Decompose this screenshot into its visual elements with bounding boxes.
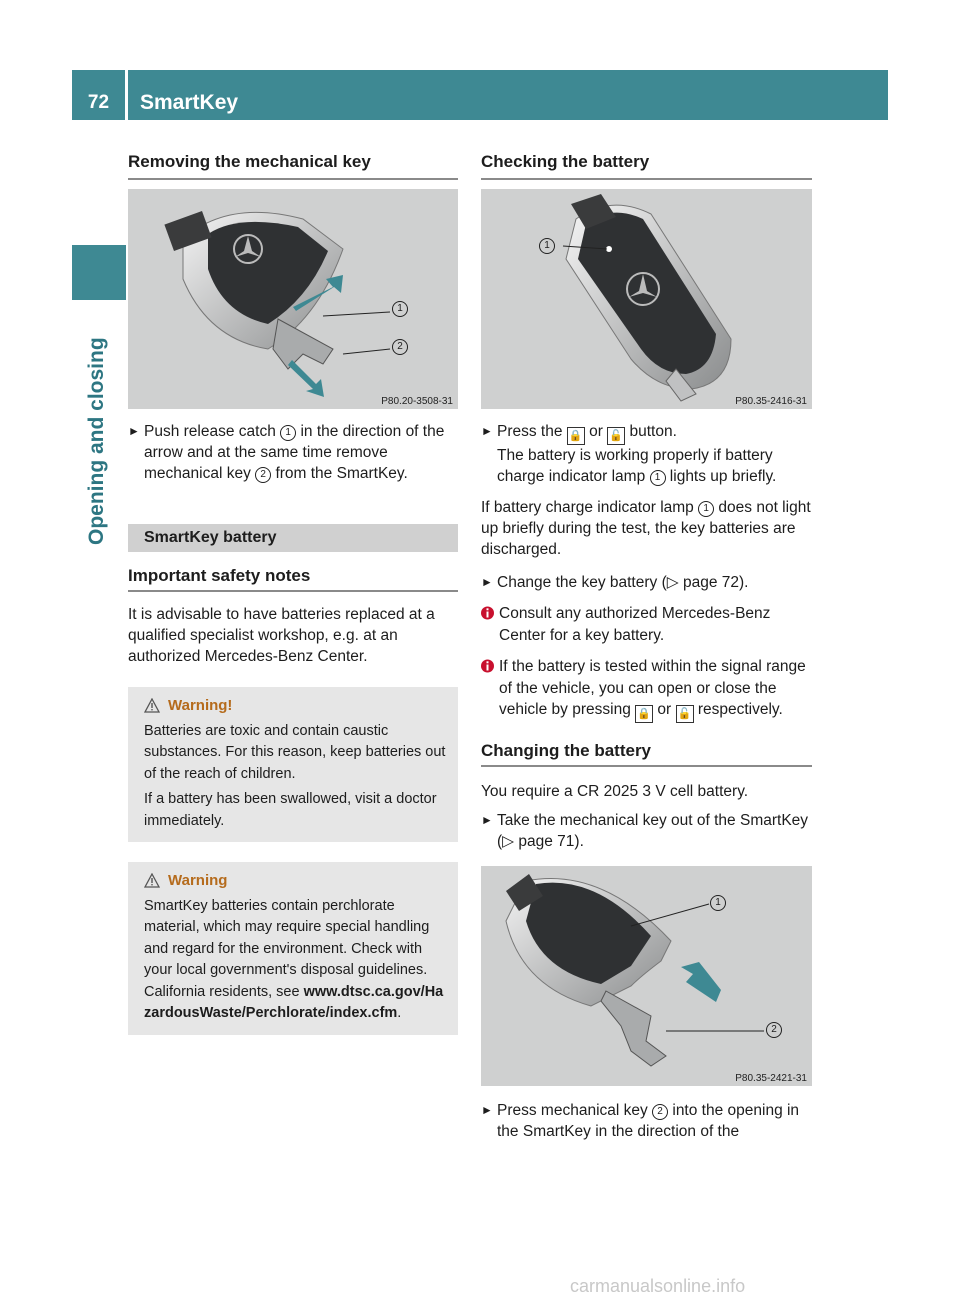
info-text: If the battery is tested within the signal range of the vehicle, you can open or close the vehicle by pressing [499, 658, 806, 718]
battery-type-paragraph: You require a CR 2025 3 V cell battery. [481, 783, 749, 800]
right-column [481, 150, 812, 1142]
figure-remove-key [128, 189, 458, 409]
info-icon [481, 658, 494, 674]
step-text: Press the [497, 423, 567, 440]
callout-2-inline: 2 [652, 1104, 668, 1120]
safety-paragraph: It is advisable to have batteries replaced at a qualified specialist workshop, e.g. at an authorized Mercedes-Benz Center. [128, 606, 435, 665]
figure-check-battery [481, 189, 812, 409]
step-text: Press mechanical key [497, 1102, 653, 1119]
warning-triangle-icon [144, 698, 160, 713]
smartkey-illustration [128, 189, 458, 409]
chapter-tab-label: Opening and closing [85, 337, 108, 545]
callout-1-inline: 1 [698, 501, 714, 517]
step-arrow-icon: ► [481, 813, 493, 827]
callout-1: 1 [710, 895, 726, 911]
warning-title [144, 870, 450, 892]
warning-title-text: Warning! [168, 697, 233, 714]
step-text: button. [625, 423, 677, 440]
figure-change-battery [481, 866, 812, 1086]
step-push-release-catch [128, 421, 458, 484]
unlock-icon: 🔓 [676, 705, 694, 723]
header-divider [125, 70, 128, 120]
callout-1: 1 [539, 238, 555, 254]
warning-title-text: Warning [168, 872, 228, 889]
battery-discharged-paragraph [481, 497, 812, 560]
page-number: 72 [87, 92, 110, 113]
subheading-safety-notes: Important safety notes [128, 564, 458, 592]
warning-text: If a battery has been swallowed, visit a doctor immediately. [144, 791, 437, 829]
unlock-icon: 🔓 [607, 427, 625, 445]
section-title-checking-battery: Checking the battery [481, 150, 812, 180]
side-tab-marker [72, 245, 126, 300]
lock-icon: 🔒 [635, 705, 653, 723]
step-arrow-icon: ► [481, 1103, 493, 1117]
callout-1: 1 [392, 301, 408, 317]
step-text: lights up briefly. [665, 468, 777, 485]
step-arrow-icon: ► [481, 575, 493, 589]
info-icon [481, 605, 494, 621]
figure-code: P80.35-2421-31 [735, 1073, 807, 1084]
callout-1-inline: 1 [650, 470, 666, 486]
grey-heading-smartkey-battery: SmartKey battery [128, 524, 458, 552]
step-change-battery [481, 572, 812, 593]
step-text: from the SmartKey. [271, 465, 408, 482]
info-signal-range [481, 656, 812, 723]
callout-2-inline: 2 [255, 467, 271, 483]
step-take-mechanical-key [481, 810, 812, 852]
lock-icon: 🔒 [567, 427, 585, 445]
warning-body: SmartKey batteries contain perchlorate material, which may require special handling and regard for the environment. Check with your local government's disposal guidelines. California residents, see [144, 897, 430, 1000]
page-title: SmartKey [140, 91, 239, 114]
info-text: Consult any authorized Mercedes-Benz Center for a key battery. [499, 605, 771, 644]
section-title-removing-key: Removing the mechanical key [128, 150, 458, 180]
step-text[interactable]: Change the key battery (▷ page 72). [497, 574, 749, 591]
info-text: respectively. [693, 701, 783, 718]
smartkey-insert-key-illustration [481, 866, 812, 1086]
info-text: or [653, 701, 676, 718]
warning-text: Batteries are toxic and contain caustic substances. For this reason, keep batteries out of the reach of children. [144, 722, 446, 782]
step-text: or [584, 423, 608, 440]
watermark: carmanualsonline.info [570, 1276, 746, 1296]
callout-2: 2 [766, 1022, 782, 1038]
callout-2: 2 [392, 339, 408, 355]
warning-title [144, 695, 450, 717]
step-text: in the direction of the arrow and at the same time remove mechanical key [144, 423, 445, 482]
warning-triangle-icon [144, 873, 160, 888]
step-text: The battery is working properly if battery charge indicator lamp [497, 447, 773, 485]
callout-1-inline: 1 [280, 425, 296, 441]
left-column [128, 150, 458, 1035]
step-text: Push release catch [144, 423, 281, 440]
warning-box-perchlorate [128, 862, 458, 1035]
period: . [397, 1005, 402, 1021]
dtsc-link[interactable]: www.dtsc.ca.gov/HazardousWaste/Perchlorate/index.cfm [144, 983, 444, 1021]
step-arrow-icon: ► [481, 424, 493, 438]
step-text[interactable]: Take the mechanical key out of the SmartKey (▷ page 71). [497, 812, 809, 850]
info-consult-center [481, 603, 812, 646]
section-title-changing-battery: Changing the battery [481, 739, 812, 767]
step-press-lock-button [481, 421, 812, 487]
para-text: does not light up briefly during the test, the key batteries are discharged. [481, 499, 811, 558]
smartkey-battery-illustration [481, 189, 812, 409]
figure-code: P80.35-2416-31 [735, 396, 807, 407]
step-arrow-icon: ► [128, 424, 140, 438]
para-text: If battery charge indicator lamp [481, 499, 699, 516]
warning-box-toxic [128, 687, 458, 842]
step-text: into the opening in the SmartKey in the direction of the [497, 1102, 800, 1140]
warning-text [144, 896, 450, 1025]
figure-code: P80.20-3508-31 [381, 396, 453, 407]
step-press-mechanical-key [481, 1100, 812, 1142]
